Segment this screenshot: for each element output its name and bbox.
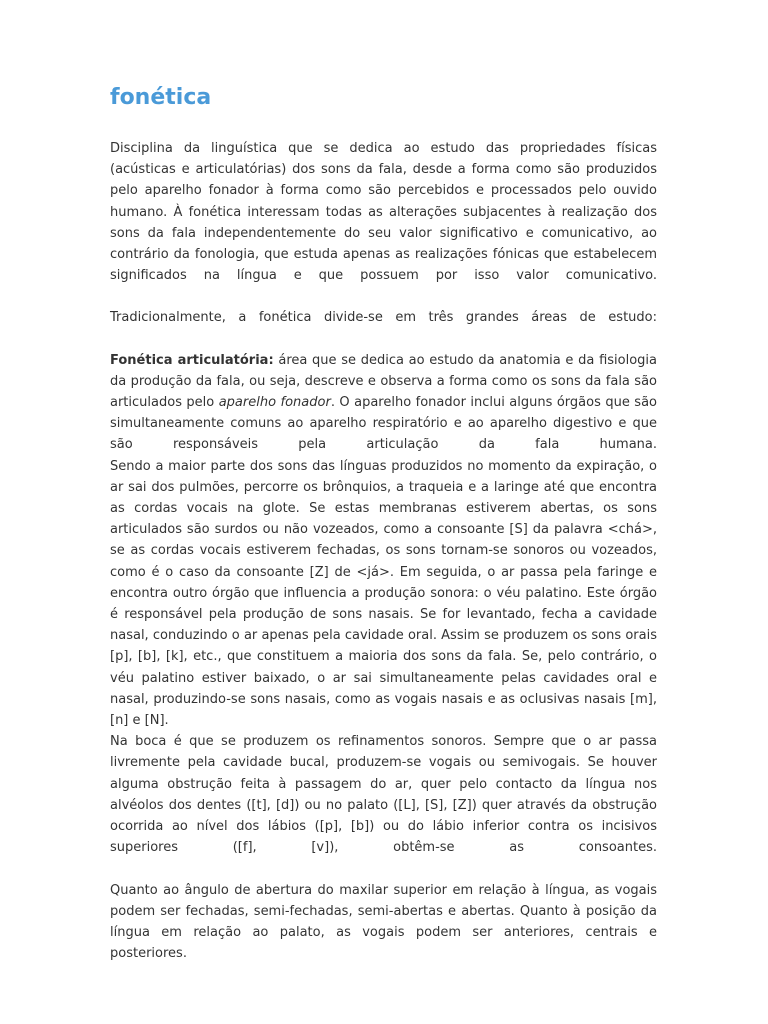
paragraph-areas-intro: Tradicionalmente, a fonética divide-se em três grandes áreas de estudo: bbox=[110, 310, 657, 326]
document-page bbox=[110, 82, 657, 964]
articulatory-text-a: área que se dedica ao estudo da anatomia e da fisiologia da produção da fala, ou seja, descreve e observa a forma como os sons da fala são articulados pelo bbox=[110, 352, 657, 411]
paragraph-expiration: Sendo a maior parte dos sons das línguas produzidos no momento da expiração, o ar sai dos pulmões, percorre os brônquios, a traqueia e a laringe até que encontra as cordas vocais na glote. Se estas membranas estiverem abertas, os sons articulados são surdos ou não vozeados, como a consoante [S] da palavra <chá>, se as cordas vocais estiverem fechadas, os sons tornam-se sonoros ou vozeados, como é o caso da consoante [Z] de <já>. Em seguida, o ar passa pela faringe e encontra outro órgão que influencia a produção sonora: o véu palatino. Este órgão é responsável pela produção de sons nasais. Se for levantado, fecha a cavidade nasal, conduzindo o ar apenas pela cavidade oral. Assim se produzem os sons orais [p], [b], [k], etc., que constituem a maioria dos sons da fala. Se, pelo contrário, o véu palatino estiver baixado, o ar sai simultaneamente pelas cavidades oral e nasal, produzindo-se sons nasais, como as vogais nasais e as oclusivas nasais [m], [n] e [N]. bbox=[110, 458, 657, 729]
paragraph-definition: Disciplina da linguística que se dedica ao estudo das propriedades físicas (acústicas e articulatórias) dos sons da fala, desde a forma como são produzidos pelo aparelho fonador à forma como são percebidos e processados pelo ouvido humano. À fonética interessam todas as alterações subjacentes à realização dos sons da fala independentemente do seu valor significativo e comunicativo, ao contrário da fonologia, que estuda apenas as realizações fónicas que estabelecem significados na língua e que possuem por isso valor comunicativo. bbox=[110, 141, 657, 284]
paragraph-mouth: Na boca é que se produzem os refinamentos sonoros. Sempre que o ar passa livremente pela cavidade bucal, produzem-se vogais ou semivogais. Se houver alguma obstrução feita à passagem do ar, quer pelo contacto da língua nos alvéolos dos dentes ([t], [d]) ou no palato ([L], [S], [Z]) quer através da obstrução ocorrida ao nível dos lábios ([p], [b]) ou do lábio inferior contra os incisivos superiores ([f], [v]), obtêm-se as consoantes. bbox=[110, 734, 657, 856]
paragraph-spacer bbox=[110, 286, 657, 307]
paragraph-vowels: Quanto ao ângulo de abertura do maxilar superior em relação à língua, as vogais podem ser fechadas, semi-fechadas, semi-abertas e abertas. Quanto à posição da língua em relação ao palato, as vogais podem ser anteriores, centrais e posteriores. bbox=[110, 882, 657, 962]
articulatory-text-b: . O aparelho fonador inclui alguns órgãos que são simultaneamente comuns ao aparelho respiratório e ao aparelho digestivo e que são responsáveis pela articulação da fala humana. bbox=[110, 395, 657, 453]
paragraph-spacer bbox=[110, 859, 657, 880]
paragraph-spacer bbox=[110, 329, 657, 350]
term-articulatory: Fonética articulatória: bbox=[110, 352, 274, 368]
term-vocal-apparatus: aparelho fonador bbox=[218, 395, 331, 411]
paragraph-articulatory bbox=[110, 350, 657, 456]
document-title: fonética bbox=[110, 85, 212, 110]
